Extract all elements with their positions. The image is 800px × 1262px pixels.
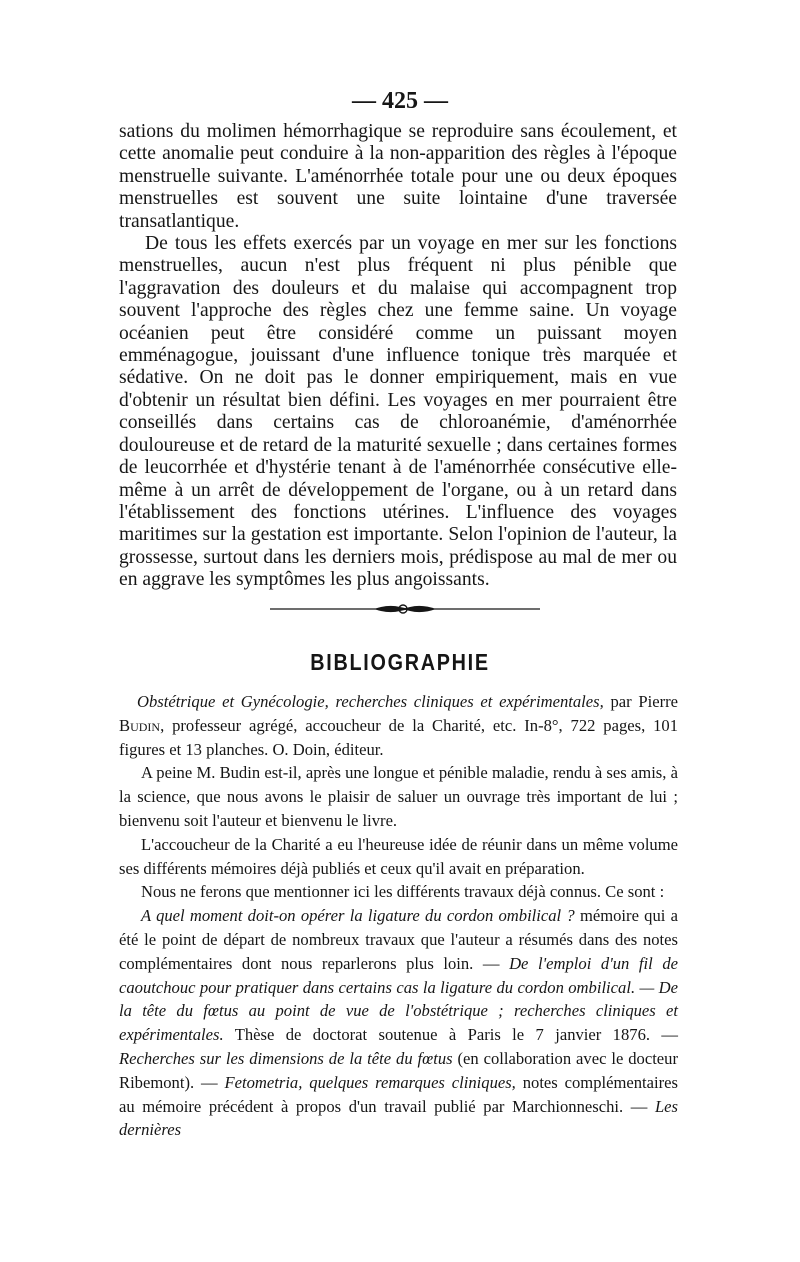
paragraph: A peine M. Budin est-il, après une longue et pénible maladie, rendu à ses amis, à la science, que nous avons le plaisir de saluer un ouvrage très important de lui ; bienvenu soit l'auteur et bienvenu le livre. bbox=[119, 763, 678, 830]
work-note: mémoire qui a été le point de départ de nombreux travaux que l'auteur a résumés dans des notes complémentaires dont nous reparlerons plus loin. — bbox=[119, 906, 678, 973]
section-heading: BIBLIOGRAPHIE bbox=[310, 649, 490, 675]
work-note: notes complémentaires au mémoire précédent à propos d'un travail publié par Marchionneschi. — bbox=[119, 1072, 678, 1116]
bibliography-text bbox=[119, 690, 678, 1142]
paragraph: L'accoucheur de la Charité a eu l'heureuse idée de réunir dans un même volume ses différents mémoires déjà publiés et ceux qu'il avait en préparation. bbox=[119, 834, 678, 878]
main-text bbox=[119, 121, 677, 592]
work-title: Recherches sur les dimensions de la tête du fœtus bbox=[119, 1048, 453, 1068]
author-name: Budin bbox=[119, 715, 161, 735]
work-note: Thèse de doctorat soutenue à Paris le 7 janvier 1876. — bbox=[223, 1025, 678, 1045]
work-title: De l'emploi d'un fil de caoutchouc pour pratiquer dans certains cas la ligature du cordon ombilical. — De la tête du fœtus au point de vue de l'obstétrique ; recherches cliniques et expérimentales. bbox=[119, 953, 678, 1045]
book-citation: Obstétrique et Gynécologie, recherches cliniques et expérimentales, par Pierre Budin, professeur agrégé, accoucheur de la Charité, etc. In-8°, 722 pages, 101 figures et 13 planches. O. Doin, éditeur. bbox=[119, 692, 678, 759]
work-note: (en collaboration avec le docteur Ribemont). — bbox=[119, 1048, 678, 1092]
works-list-paragraph bbox=[119, 904, 678, 1142]
work-title: Les dernières bbox=[119, 1096, 678, 1140]
section-divider-ornament bbox=[270, 602, 540, 616]
page-number: — 425 — bbox=[352, 88, 448, 114]
paragraph: Nous ne ferons que mentionner ici les différents travaux déjà connus. Ce sont : bbox=[141, 882, 665, 902]
paragraph: De tous les effets exercés par un voyage en mer sur les fonctions menstruelles, aucun n'est plus fréquent ni plus pénible que l'aggravation des douleurs et du malaise qui accompagnent trop souvent l'approche des règles chez une femme saine. Un voyage océanien peut être considéré comme un puissant moyen emménagogue, jouissant d'une influence tonique très marquée et sédative. On ne doit pas le donner empiriquement, mais en vue d'obtenir un résultat bien défini. Les voyages en mer pourraient être conseillés dans certains cas de chloroanémie, d'aménorrhée douloureuse et de retard de la maturité sexuelle ; dans certaines formes de leucorrhée et d'hystérie tenant à de l'aménorrhée consécutive elle-même à un arrêt de développement de l'organe, ou à un retard dans l'établissement des fonctions utérines. L'influence des voyages maritimes sur la gestation est importante. Selon l'opinion de l'auteur, la grossesse, surtout dans les derniers mois, prédispose au mal de mer ou en aggrave les symptômes les plus angoissants. bbox=[119, 233, 677, 591]
paragraph: sations du molimen hémorrhagique se reproduire sans écoulement, et cette anomalie peut conduire à la non-apparition des règles à l'époque menstruelle suivante. L'aménorrhée totale pour une ou deux époques menstruelles est souvent une suite lointaine d'une traversée transatlantique. bbox=[119, 121, 677, 232]
work-title: Fetometria, quelques remarques cliniques, bbox=[224, 1072, 516, 1092]
book-title: Obstétrique et Gynécologie, recherches cliniques et expérimentales, bbox=[137, 692, 604, 711]
work-title: A quel moment doit-on opérer la ligature du cordon ombilical ? bbox=[141, 906, 575, 926]
